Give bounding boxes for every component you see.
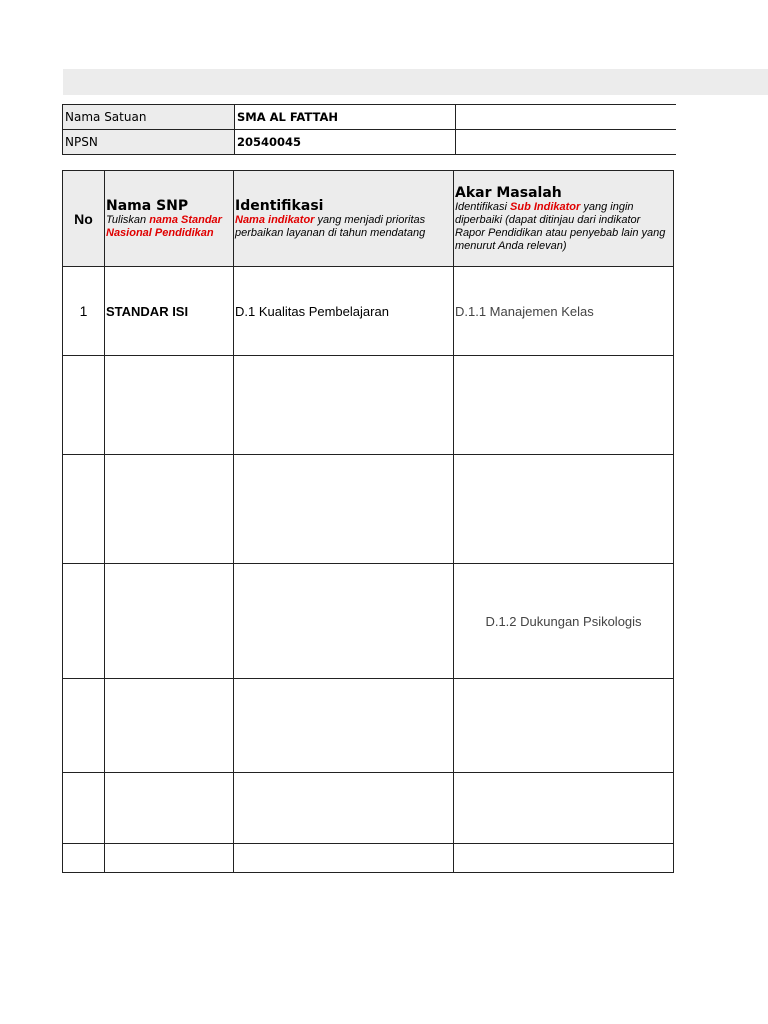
subtitle-text: Tuliskan: [106, 213, 150, 226]
cell-akar-masalah[interactable]: D.1.2 Dukungan Psikologis: [454, 564, 674, 679]
cell-snp[interactable]: [105, 455, 234, 564]
cell-akar-masalah[interactable]: D.1.1 Manajemen Kelas: [454, 267, 674, 356]
table-row: [63, 356, 674, 455]
subtitle-highlight: Sub Indikator: [510, 200, 581, 213]
header-subtitle: [454, 201, 673, 253]
info-empty-cell[interactable]: [456, 130, 677, 155]
cell-identifikasi[interactable]: [234, 455, 454, 564]
header-subtitle: [105, 214, 233, 240]
subtitle-highlight: nama Standar Nasional Pendidikan: [106, 213, 222, 239]
header-subtitle: [234, 214, 453, 240]
subtitle-text: Identifikasi: [455, 200, 511, 213]
cell-snp[interactable]: [105, 844, 234, 873]
cell-identifikasi[interactable]: [234, 773, 454, 844]
table-row: [63, 267, 674, 356]
planning-table: [62, 170, 674, 873]
info-row-nama-satuan: [63, 105, 677, 130]
cell-akar-masalah[interactable]: [454, 679, 674, 773]
info-label: Nama Satuan: [63, 105, 235, 130]
cell-identifikasi[interactable]: [234, 679, 454, 773]
cell-no[interactable]: [63, 356, 105, 455]
table-header-row: [63, 171, 674, 267]
cell-snp[interactable]: [105, 773, 234, 844]
cell-snp[interactable]: [105, 679, 234, 773]
info-value[interactable]: 20540045: [235, 130, 456, 155]
table-row: [63, 773, 674, 844]
info-label: NPSN: [63, 130, 235, 155]
header-no: No: [63, 171, 105, 267]
table-row: [63, 455, 674, 564]
table-row: [63, 564, 674, 679]
header-title: Nama SNP: [106, 197, 189, 214]
cell-identifikasi[interactable]: [234, 564, 454, 679]
cell-snp[interactable]: STANDAR ISI: [105, 267, 234, 356]
info-value[interactable]: SMA AL FATTAH: [235, 105, 456, 130]
header-nama-snp: [105, 171, 234, 267]
header-band: [63, 69, 768, 95]
cell-no[interactable]: [63, 773, 105, 844]
cell-no[interactable]: [63, 844, 105, 873]
table-row: [63, 679, 674, 773]
cell-snp[interactable]: [105, 356, 234, 455]
cell-snp[interactable]: [105, 564, 234, 679]
cell-identifikasi[interactable]: [234, 356, 454, 455]
cell-akar-masalah[interactable]: [454, 455, 674, 564]
table-row: [63, 844, 674, 873]
cell-akar-masalah[interactable]: [454, 773, 674, 844]
header-akar-masalah: [454, 171, 674, 267]
cell-no[interactable]: [63, 679, 105, 773]
subtitle-text: yang menjadi prioritas perbaikan layanan di tahun mendatang: [235, 213, 426, 239]
header-title: Akar Masalah: [455, 184, 562, 201]
school-info-table: [62, 104, 676, 155]
cell-no[interactable]: [63, 564, 105, 679]
info-row-npsn: [63, 130, 677, 155]
cell-identifikasi[interactable]: [234, 844, 454, 873]
subtitle-highlight: Nama indikator: [235, 213, 315, 226]
header-title: Identifikasi: [235, 197, 324, 214]
header-identifikasi: [234, 171, 454, 267]
subtitle-text: yang ingin diperbaiki (dapat ditinjau dari indikator Rapor Pendidikan atau penyebab lain yang menurut Anda relevan): [455, 200, 666, 252]
cell-akar-masalah[interactable]: [454, 844, 674, 873]
info-empty-cell[interactable]: [456, 105, 677, 130]
cell-no[interactable]: 1: [63, 267, 105, 356]
cell-akar-masalah[interactable]: [454, 356, 674, 455]
cell-identifikasi[interactable]: D.1 Kualitas Pembelajaran: [234, 267, 454, 356]
cell-no[interactable]: [63, 455, 105, 564]
